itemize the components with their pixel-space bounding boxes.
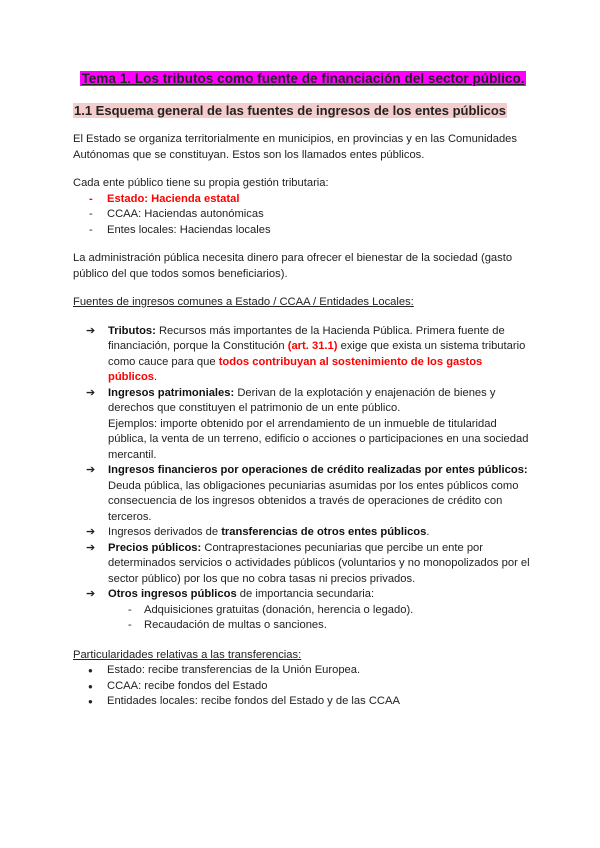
fuentes-list xyxy=(73,324,533,634)
section-heading xyxy=(73,102,533,120)
particularidades-heading: Particularidades relativas a las transferencias: xyxy=(73,648,302,661)
document-title xyxy=(73,70,533,88)
tributos-emph: todos contribuyan al sostenimiento de los gastos públicos xyxy=(108,355,483,383)
arrow-icon: ➔ xyxy=(86,588,96,600)
arrow-icon: ➔ xyxy=(86,324,96,337)
admin-paragraph: La administración pública necesita dinero para ofrecer el bienestar de la sociedad (gasto público del que todos somos beneficiarios). xyxy=(73,252,513,280)
arrow-icon: ➔ xyxy=(86,526,96,538)
fuente-patrimoniales xyxy=(73,386,533,464)
title-text: Tema 1. Los tributos como fuente de financiación del sector público. xyxy=(81,71,525,86)
precios-label: Precios públicos: xyxy=(108,541,202,554)
particularidad-item: ● CCAA: recibe fondos del Estado xyxy=(73,679,533,695)
document-page xyxy=(73,70,533,710)
transferencias-bold: transferencias de otros entes públicos xyxy=(221,526,427,538)
financieros-text: Deuda pública, las obligaciones pecuniarias asumidas por los entes públicos como consecuencia de los ingresos obtenidos a través de operaciones de crédito con terceros. xyxy=(108,479,519,523)
gestion-list xyxy=(73,192,533,239)
transferencias-text-2: . xyxy=(426,526,430,538)
particularidad-item: ● Estado: recibe transferencias de la Unión Europea. xyxy=(73,663,533,679)
gestion-item-locales: - Entes locales: Haciendas locales xyxy=(73,223,533,239)
otros-text: de importancia secundaria: xyxy=(236,588,375,600)
arrow-icon: ➔ xyxy=(86,386,96,399)
intro-paragraph: El Estado se organiza territorialmente en municipios, en provincias y en las Comunidades Autónomas que se constituyan. Estos son los llamados entes públicos. xyxy=(73,133,517,161)
gestion-item-estado: - Estado: Hacienda estatal xyxy=(73,192,533,208)
precios-text: Contraprestaciones pecuniarias que percibe un ente por determinados servicios o actividades públicos (voluntarios y no monopolizados por el sector público) por los que no cobra tasas ni precios privados. xyxy=(108,541,530,585)
fuente-transferencias xyxy=(73,525,533,541)
arrow-icon: ➔ xyxy=(86,464,96,476)
transferencias-text-1: Ingresos derivados de xyxy=(108,526,222,538)
section-heading-text: 1.1 Esquema general de las fuentes de ingresos de los entes públicos xyxy=(74,103,507,118)
financieros-label: Ingresos financieros por operaciones de crédito realizadas por entes públicos: xyxy=(108,464,528,476)
patrimoniales-label: Ingresos patrimoniales: xyxy=(108,386,235,399)
patrimoniales-example: Ejemplos: importe obtenido por el arrendamiento de un inmueble de titularidad pública, la venta de un terreno, edificio o acciones o participaciones en una sociedad mercantil. xyxy=(108,417,529,461)
fuentes-heading: Fuentes de ingresos comunes a Estado / CCAA / Entidades Locales: xyxy=(73,296,414,308)
particularidad-item: ● Entidades locales: recibe fondos del Estado y de las CCAA xyxy=(73,694,533,710)
otros-item: - Recaudación de multas o sanciones. xyxy=(108,618,533,634)
tributos-text-1: Recursos más importantes de la Hacienda Pública. Primera fuente de financiación, porque la Constitución xyxy=(108,324,505,352)
otros-label: Otros ingresos públicos xyxy=(108,588,237,600)
tributos-text-2: exige que exista un sistema tributario como cauce para que xyxy=(108,340,526,368)
fuente-tributos xyxy=(73,324,533,386)
tributos-ref: (art. 31.1) xyxy=(287,340,338,352)
otros-sublist xyxy=(108,603,533,634)
patrimoniales-text: Derivan de la explotación y enajenación de bienes y derechos que constituyen el patrimonio de un ente público. xyxy=(108,386,496,414)
gestion-item-ccaa: - CCAA: Haciendas autonómicas xyxy=(73,207,533,223)
gestion-intro: Cada ente público tiene su propia gestión tributaria: xyxy=(73,177,329,189)
fuente-precios xyxy=(73,541,533,588)
tributos-label: Tributos: xyxy=(108,324,156,337)
fuente-otros xyxy=(73,587,533,634)
tributos-text-3: . xyxy=(154,371,158,383)
arrow-icon: ➔ xyxy=(86,541,96,554)
otros-item: - Adquisiciones gratuitas (donación, herencia o legado). xyxy=(108,603,533,619)
fuente-financieros xyxy=(73,463,533,525)
particularidades-list xyxy=(73,663,533,710)
